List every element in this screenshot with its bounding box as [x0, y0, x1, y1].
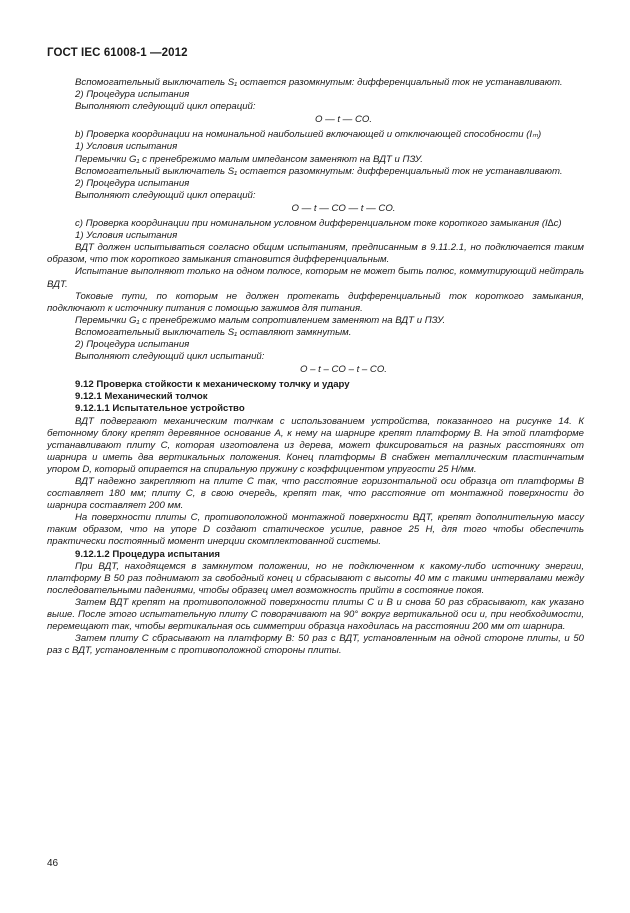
- operation-cycle-formula: O — t — CO — t — CO.: [291, 202, 396, 214]
- paragraph: Вспомогательный выключатель S₁ остается разомкнутым: дифференциальный ток не устанавливают.: [75, 165, 563, 177]
- paragraph: 2) Процедура испытания: [75, 177, 190, 189]
- paragraph: При ВДТ, находящемся в замкнутом положении, но не подключенном к какому-либо источнику энергии, платформу В 50 раз поднимают за свободный конец и сбрасывают с высоты 40 мм с такими интервалами между последовательными падениями, чтобы образец имел возможность прийти в состояние покоя.: [47, 560, 584, 596]
- paragraph: c) Проверка координации при номинальном условном дифференциальном токе короткого замыкания (I∆c): [75, 218, 562, 230]
- paragraph: Затем плиту С сбрасывают на платформу В: 50 раз с ВДТ, установленным на одной стороне плиты, и 50 раз с ВДТ, установленным с противоположной стороны плиты.: [47, 633, 584, 657]
- paragraph: ВДТ должен испытываться согласно общим испытаниям, предписанным в 9.11.2.1, но подключается таким образом, что ток короткого замыкания становится дифференциальным.: [47, 242, 584, 266]
- operation-cycle-formula: O — t — CO.: [314, 114, 373, 126]
- page-body: [47, 77, 584, 657]
- page-number: 46: [47, 858, 59, 869]
- section-heading: 9.12 Проверка стойкости к механическому толчку и удару: [75, 379, 350, 391]
- paragraph: 2) Процедура испытания: [75, 89, 190, 101]
- paragraph: 1) Условия испытания: [75, 230, 178, 242]
- paragraph: ВДТ надежно закрепляют на плите С так, что расстояние горизонтальной оси образца от платформы В составляет 180 мм; плиту С, в свою очередь, крепят так, что расстояние от монтажной поверхности до шарнира составляет 200 мм.: [47, 476, 584, 512]
- paragraph: Испытание выполняют только на одном полюсе, которым не может быть полюс, коммутирующий нейтраль ВДТ.: [47, 266, 584, 290]
- section-heading: 9.12.1.1 Испытательное устройство: [75, 403, 245, 415]
- document-header: ГОСТ IEC 61008-1 —2012: [47, 47, 188, 59]
- paragraph: Перемычки G₁ с пренебрежимо малым сопротивлением заменяют на ВДТ и ПЗУ.: [75, 314, 446, 326]
- paragraph: Перемычки G₁ с пренебрежимо малым импедансом заменяют на ВДТ и ПЗУ.: [75, 153, 423, 165]
- paragraph: На поверхности плиты С, противоположной монтажной поверхности ВДТ, крепят дополнительную массу таким образом, что на упоре D создают статическое усилие, равное 25 Н, для того чтобы обеспечить практически постоянный момент инерции скомплектованной системы.: [47, 512, 584, 548]
- paragraph: Выполняют следующий цикл операций:: [75, 189, 256, 201]
- paragraph: 2) Процедура испытания: [75, 338, 190, 350]
- section-heading: 9.12.1 Механический толчок: [75, 391, 208, 403]
- operation-cycle-formula: O – t – CO – t – CO.: [300, 364, 387, 376]
- paragraph: Затем ВДТ крепят на противоположной поверхности плиты С и В и снова 50 раз сбрасывают, как указано выше. После этого испытательную плиту С поворачивают на 90° вокруг вертикальной оси и, при необходимости, перемещают так, чтобы вертикальная ось симметрии образца находилась на расстоянии 200 мм от шарнира.: [47, 596, 584, 633]
- paragraph: 1) Условия испытания: [75, 141, 178, 153]
- paragraph: Вспомогательный выключатель S₁ остается разомкнутым: дифференциальный ток не устанавливают.: [75, 77, 563, 88]
- paragraph: ВДТ подвергают механическим толчкам с использованием устройства, показанного на рисунке 14. К бетонному блоку крепят деревянное основание А, к нему на шарнире крепят платформу В. На этой платформе устанавливают плиту С, которая изготовлена из дерева, может фиксироваться на разных расстояниях от шарнира и иметь два вертикальных положения. Конец платформы В снабжен металлическим пластинчатым упором D, который опирается на спиральную пружину с коэффициентом упругости 25 Н/мм.: [47, 415, 584, 475]
- paragraph: Выполняют следующий цикл операций:: [75, 101, 256, 113]
- paragraph: Вспомогательный выключатель S₁ оставляют замкнутым.: [75, 326, 352, 338]
- paragraph: b) Проверка координации на номинальной наибольшей включающей и отключающей способности (Iₘ): [75, 129, 542, 141]
- paragraph: Выполняют следующий цикл испытаний:: [75, 351, 265, 363]
- section-heading: 9.12.1.2 Процедура испытания: [75, 548, 221, 560]
- paragraph: Токовые пути, по которым не должен протекать дифференциальный ток короткого замыкания, подключают к источнику питания с помощью зажимов для питания.: [47, 290, 584, 314]
